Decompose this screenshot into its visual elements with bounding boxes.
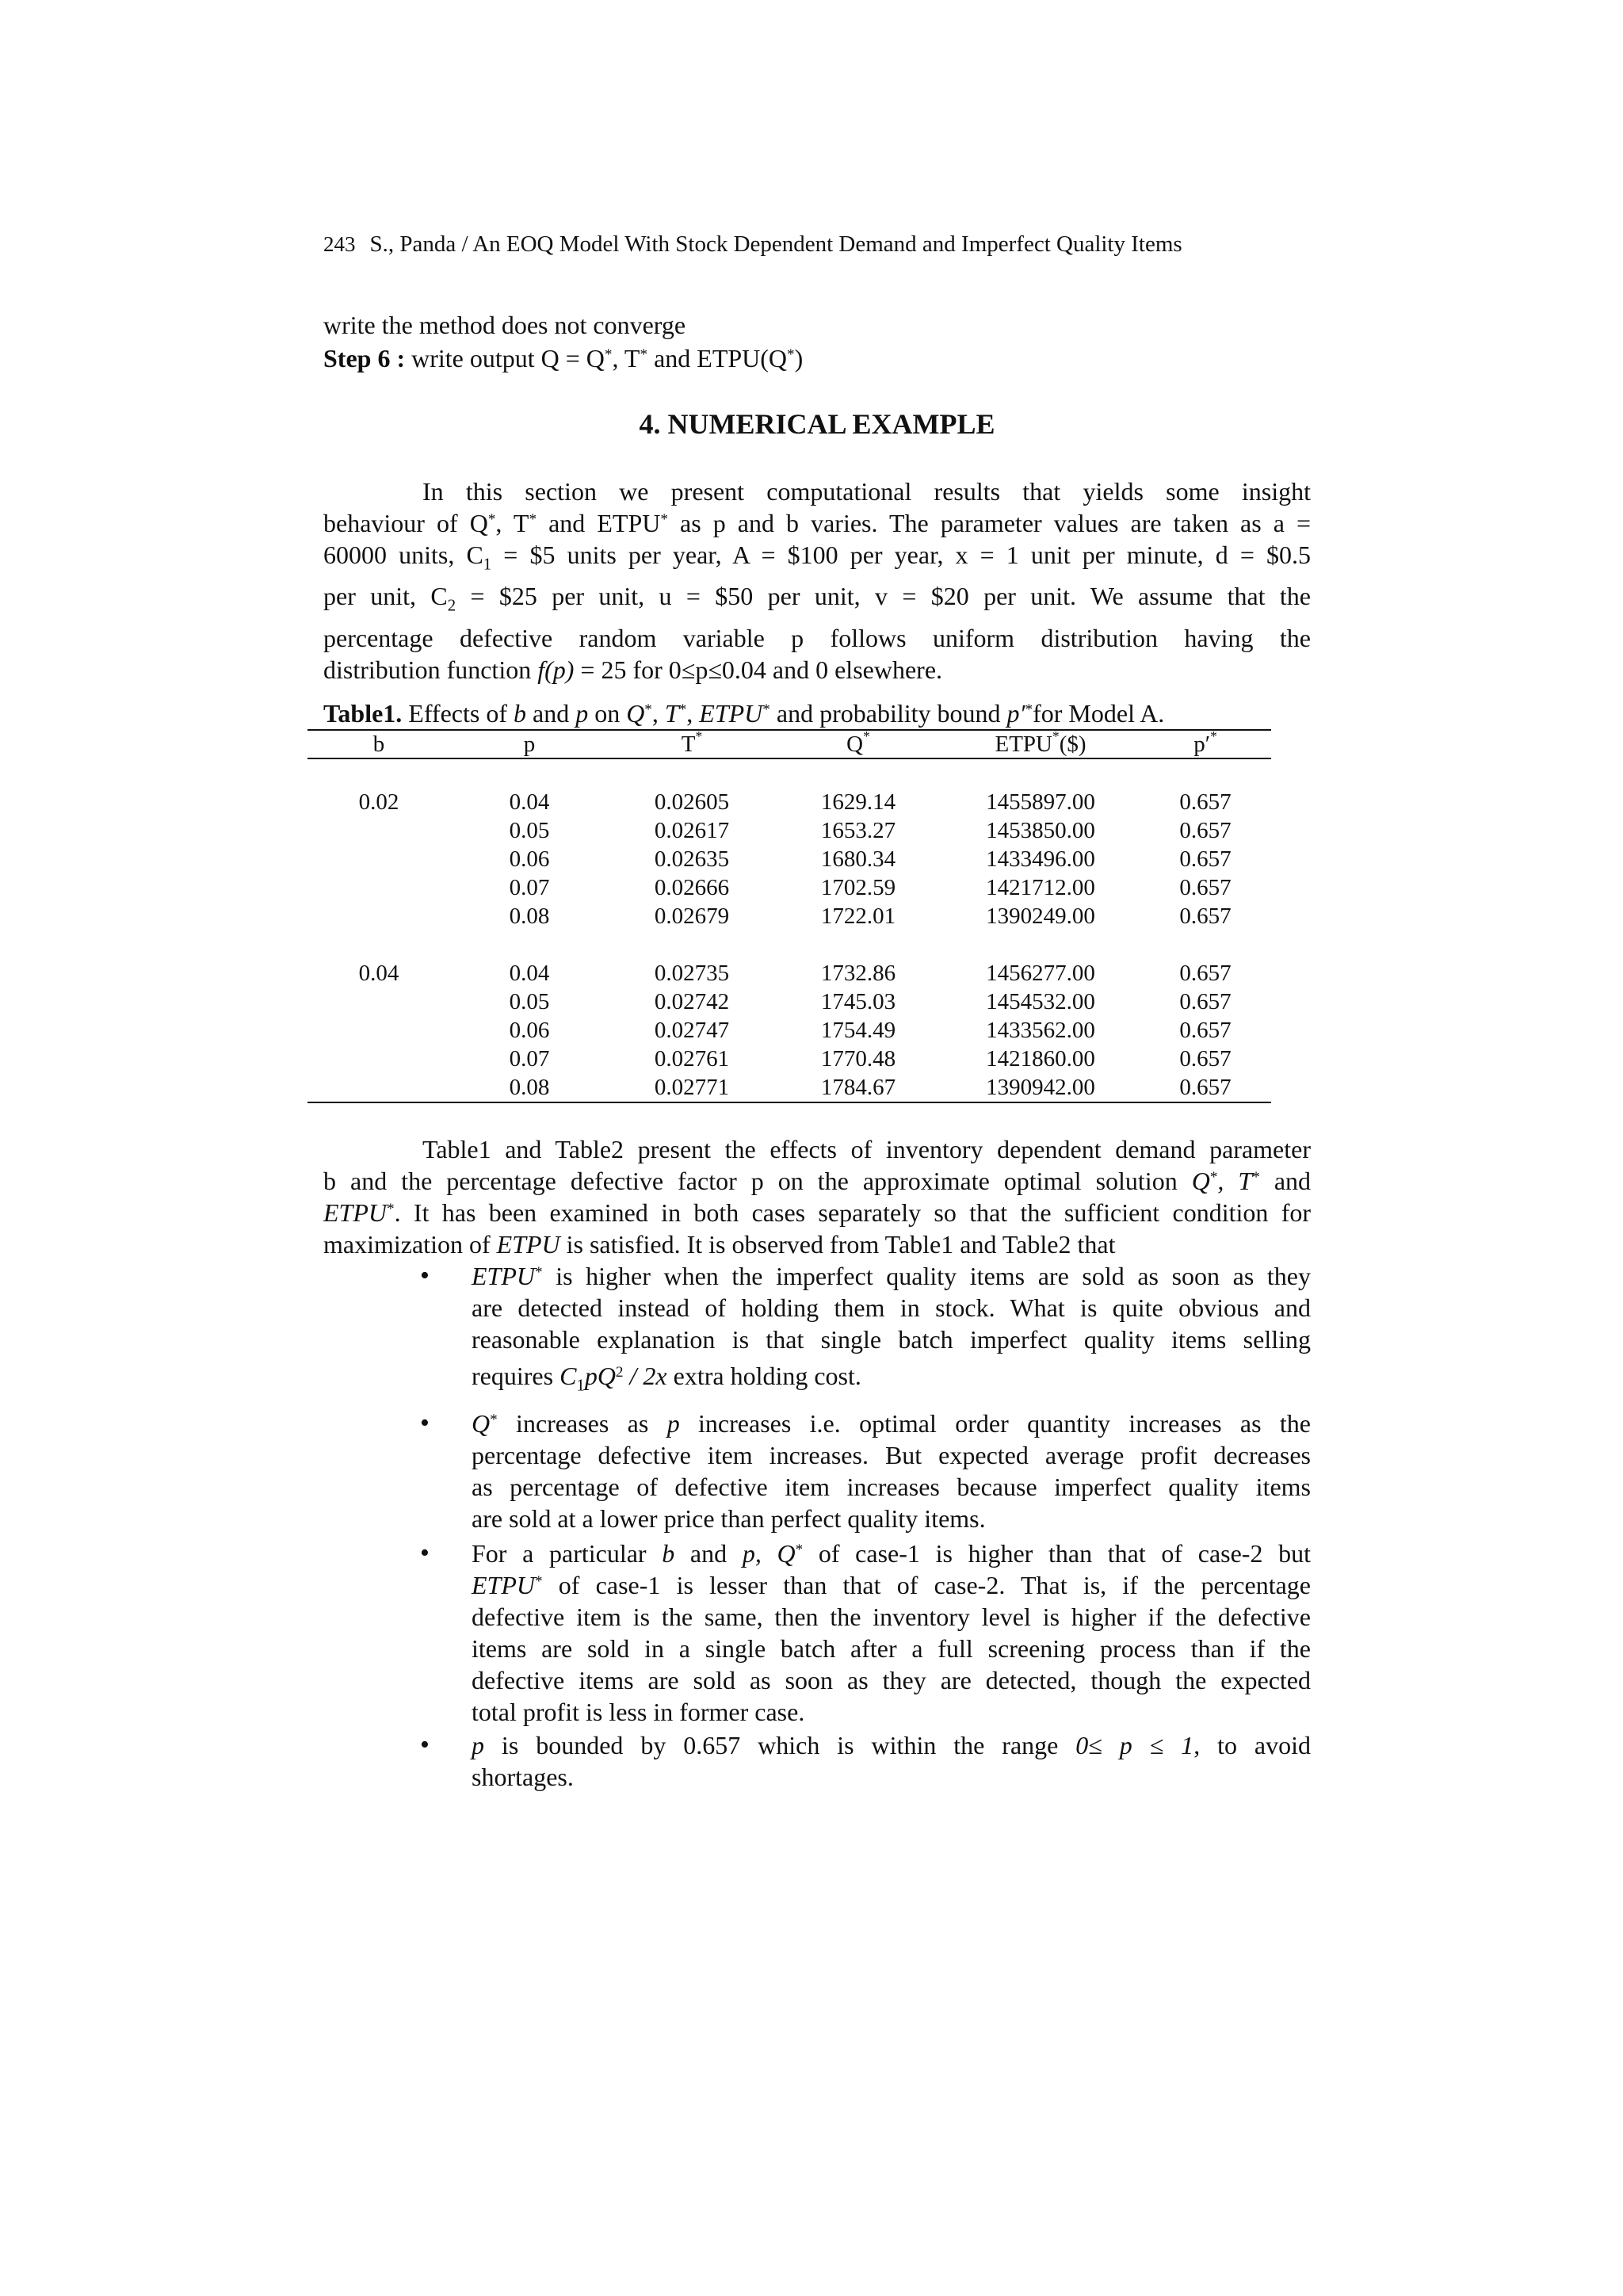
cell-t: 0.02742 bbox=[654, 988, 730, 1014]
cell-etpu: 1456277.00 bbox=[986, 960, 1095, 986]
table-row bbox=[307, 845, 1271, 873]
cell-b bbox=[307, 816, 450, 845]
col-header-p: p bbox=[523, 731, 536, 757]
cell-p: 0.08 bbox=[509, 1074, 550, 1100]
table-row bbox=[307, 1016, 1271, 1045]
cell-p: 0.07 bbox=[509, 1045, 550, 1072]
table-row bbox=[307, 902, 1271, 930]
cell-p-bound: 0.657 bbox=[1179, 817, 1232, 843]
cell-p-bound: 0.657 bbox=[1179, 903, 1232, 929]
cell-etpu: 1453850.00 bbox=[986, 817, 1095, 843]
table-row bbox=[307, 873, 1271, 902]
cell-b bbox=[307, 902, 450, 930]
col-header-b: b bbox=[372, 731, 385, 757]
table-row bbox=[307, 816, 1271, 845]
cell-b bbox=[307, 1016, 450, 1045]
cell-t: 0.02617 bbox=[654, 817, 730, 843]
cell-p: 0.06 bbox=[509, 846, 550, 872]
cell-etpu: 1390942.00 bbox=[986, 1074, 1095, 1100]
col-header-t: T* bbox=[681, 728, 703, 757]
cell-t: 0.02761 bbox=[654, 1045, 730, 1072]
cell-q: 1754.49 bbox=[820, 1017, 896, 1043]
cell-t: 0.02735 bbox=[654, 960, 730, 986]
bullet-marker: • bbox=[420, 1730, 430, 1759]
cell-etpu: 1433562.00 bbox=[986, 1017, 1095, 1043]
cell-b bbox=[307, 1045, 450, 1073]
cell-b bbox=[307, 845, 450, 873]
cell-etpu: 1455897.00 bbox=[986, 789, 1095, 815]
cell-p-bound: 0.657 bbox=[1179, 1074, 1232, 1100]
cell-etpu: 1390249.00 bbox=[986, 903, 1095, 929]
cell-b bbox=[307, 988, 450, 1016]
cell-q: 1745.03 bbox=[820, 988, 896, 1014]
cell-etpu: 1454532.00 bbox=[986, 988, 1095, 1014]
col-header-q: Q* bbox=[846, 728, 870, 757]
cell-p-bound: 0.657 bbox=[1179, 988, 1232, 1014]
cell-etpu: 1421860.00 bbox=[986, 1045, 1095, 1072]
cell-p: 0.05 bbox=[509, 988, 550, 1014]
bullet-item: Q* increases as p increases i.e. optimal order quantity increases as the percentage defective item increases. But expected average profit decreases as percentage of defective item increases because imperfect quality items are sold at a lower price than perfect quality items. bbox=[472, 1409, 1312, 1533]
running-header bbox=[323, 231, 1182, 258]
cell-p: 0.07 bbox=[509, 874, 550, 900]
algorithm-step-6: Step 6 : write output Q = Q*, T* and ETPU(Q*) bbox=[323, 344, 804, 372]
algorithm-line: write the method does not converge bbox=[323, 311, 686, 339]
cell-p-bound: 0.657 bbox=[1179, 874, 1232, 900]
cell-b bbox=[307, 873, 450, 902]
cell-p-bound: 0.657 bbox=[1179, 1045, 1232, 1072]
cell-b bbox=[307, 1073, 450, 1102]
table-row bbox=[307, 988, 1271, 1016]
cell-q: 1770.48 bbox=[820, 1045, 896, 1072]
cell-t: 0.02679 bbox=[654, 903, 730, 929]
running-title: S., Panda / An EOQ Model With Stock Dependent Demand and Imperfect Quality Items bbox=[369, 231, 1182, 257]
cell-p-bound: 0.657 bbox=[1179, 1017, 1232, 1043]
cell-q: 1732.86 bbox=[820, 960, 896, 986]
cell-t: 0.02635 bbox=[654, 846, 730, 872]
cell-p: 0.04 bbox=[509, 789, 550, 815]
table-spacer-row bbox=[307, 758, 1271, 788]
cell-t: 0.02666 bbox=[654, 874, 730, 900]
section-title: 4. NUMERICAL EXAMPLE bbox=[639, 408, 995, 440]
cell-etpu: 1433496.00 bbox=[986, 846, 1095, 872]
cell-p-bound: 0.657 bbox=[1179, 789, 1232, 815]
cell-p: 0.05 bbox=[509, 817, 550, 843]
cell-q: 1702.59 bbox=[820, 874, 896, 900]
cell-p: 0.04 bbox=[509, 960, 550, 986]
col-header-p-bound: p′* bbox=[1193, 728, 1217, 757]
bullet-marker: • bbox=[420, 1261, 430, 1290]
cell-t: 0.02747 bbox=[654, 1017, 730, 1043]
cell-p: 0.06 bbox=[509, 1017, 550, 1043]
cell-q: 1653.27 bbox=[820, 817, 896, 843]
discussion-paragraph: Table1 and Table2 present the effects of inventory dependent demand parameter b and the percentage defective factor p on the approximate optimal solution Q*, T* and ETPU*. It has been examined in both cases separately so that the sufficient condition for maximization of ETPU is satisfied. It is observed from Table1 and Table2 that bbox=[323, 1135, 1312, 1259]
bullet-item: p is bounded by 0.657 which is within the range 0≤ p ≤ 1, to avoid shortages. bbox=[472, 1731, 1312, 1791]
cell-q: 1784.67 bbox=[820, 1074, 896, 1100]
cell-p-bound: 0.657 bbox=[1179, 846, 1232, 872]
cell-b: 0.04 bbox=[358, 960, 399, 986]
table-caption: Table1. Effects of b and p on Q*, T*, ETPU* and probability bound p′*for Model A. bbox=[323, 699, 1165, 728]
page-number: 243 bbox=[323, 232, 356, 256]
cell-t: 0.02771 bbox=[654, 1074, 730, 1100]
cell-q: 1680.34 bbox=[820, 846, 896, 872]
cell-p-bound: 0.657 bbox=[1179, 960, 1232, 986]
cell-p: 0.08 bbox=[509, 903, 550, 929]
table-row bbox=[307, 1073, 1271, 1102]
table-spacer-row bbox=[307, 930, 1271, 959]
cell-q: 1629.14 bbox=[820, 789, 896, 815]
cell-etpu: 1421712.00 bbox=[986, 874, 1095, 900]
bullet-item: For a particular b and p, Q* of case-1 is higher than that of case-2 but ETPU* of case-1 is lesser than that of case-2. That is, if the percentage defective item is the same, then the inventory level is higher if the defective items are sold in a single batch after a full screening process than if the defective items are sold as soon as they are detected, though the expected total profit is less in former case. bbox=[472, 1539, 1312, 1726]
table-header-row bbox=[307, 730, 1271, 758]
results-table bbox=[307, 729, 1271, 1103]
bullet-marker: • bbox=[420, 1408, 430, 1438]
intro-paragraph: In this section we present computational results that yields some insight behaviour of Q*, T* and ETPU* as p and b varies. The parameter values are taken as a = 60000 units, $C_1$ = $5 units per year, A = $100 per year, x = 1 unit per minute, d = $0.5 per unit, $C_2$ = $25 per unit, u = $50 per unit, v = $20 per unit. We assume that the percentage defective random variable p follows uniform distribution having the distribution function f(p) = 25 for 0≤p≤0.04 and 0 elsewhere. bbox=[323, 477, 1312, 684]
cell-b: 0.02 bbox=[358, 789, 399, 815]
cell-t: 0.02605 bbox=[654, 789, 730, 815]
bullet-marker: • bbox=[420, 1538, 430, 1568]
col-header-etpu: ETPU*($) bbox=[995, 728, 1086, 757]
cell-q: 1722.01 bbox=[820, 903, 896, 929]
step-label: Step 6 : bbox=[323, 344, 406, 372]
table-row bbox=[307, 788, 1271, 816]
table-row bbox=[307, 959, 1271, 988]
bullet-item: ETPU* is higher when the imperfect quality items are sold as soon as they are detected instead of holding them in stock. What is quite obvious and reasonable explanation is that single batch imperfect quality items selling requires $C_1pQ^2 / 2x$ extra holding cost. bbox=[472, 1262, 1311, 1395]
table-row bbox=[307, 1045, 1271, 1073]
